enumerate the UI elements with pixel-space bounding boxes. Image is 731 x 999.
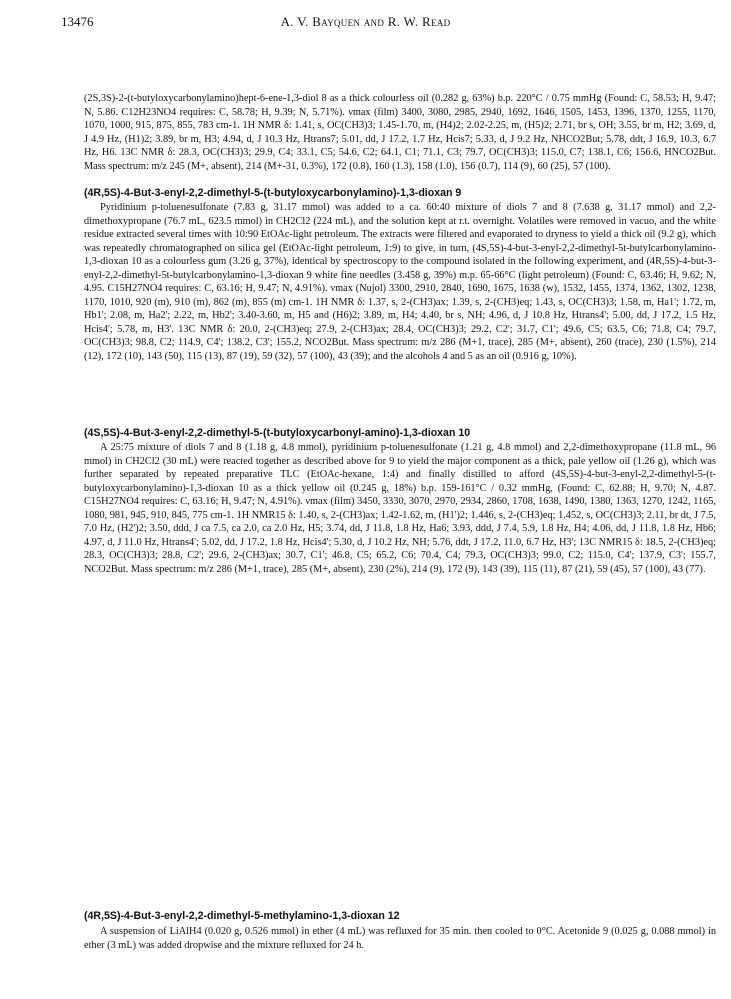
paragraph-dioxan-10-procedure: A 25:75 mixture of diols 7 and 8 (1.18 g, 4.8 mmol), pyridinium p-toluenesulfonate (1.21 g, 4.8 mmol) and 2,2-dimethoxypropane (11.8 mL, 96 mmol) in CH2Cl2 (30 mL) were reacted together as described above for 9 to yield the major component as a thick, pale yellow oil (1.26 g), which was further separated by repeated preparative TLC (EtOAc-hexane, 1:4) and finally distilled to afford (4S,5S)-4-but-3-enyl-2,2-dimethyl-5-(t-butyloxycarbonylamino)-1,3-dioxan 10 as a thick yellow oil (0.245 g, 18%) b.p. 159-161°C / 0.32 mmHg, (Found: C, 62.88; H, 9.70; N, 4.87. C15H27NO4 requires: C, 63.16; H, 9.47; N, 4.91%). νmax (film) 3450, 3330, 3070, 2970, 2934, 2860, 1708, 1638, 1490, 1380, 1363, 1270, 1242, 1165, 1080, 981, 945, 910, 845, 775 cm-1. 1H NMR15 δ: 1.40, s, 2-(CH3)ax; 1.42-1.62, m, (H1')2; 1.446, s, 2-(CH3)eq; 1.452, s, OC(CH3)3; 2.11, br dt, J 7.5, 7.0 Hz, (H2')2; 3.50, ddd, J ca 7.5, ca 2.0, ca 2.0 Hz, H5; 3.74, dd, J 11.8, 1.8 Hz, Ha6; 3.93, ddd, J 7.4, 5.9, 1.8 Hz, H4; 4.06, dd, J 11.8, 1.8 Hz, Hb6; 4.97, d, J 11.0 Hz, Htrans4'; 5.02, dd, J 17.2, 1.8 Hz, Hcis4'; 5.30, d, J 10.2 Hz, NH; 5.76, ddt, J 17.2, 11.0, 6.7 Hz, H3'; 13C NMR15 δ: 18.5, 2-(CH3)eq; 28.3, OC(CH3)3; 28.8, C2'; 29.6, 2-(CH3)ax; 30.7, C1'; 46.8, C5; 65.2, C6; 70.4, C4; 79.3, OC(CH3)3; 99.0, C2; 115.0, C4'; 137.9, C3'; 155.7, NCO2But. Mass spectrum: m/z 286 (M+1, trace), 285 (M+, absent), 230 (2%), 214 (9), 172 (9), 143 (39), 115 (11), 87 (21), 59 (45), 57 (100), 43 (77). [84,442,716,575]
page-number: 13476 [61,14,94,29]
running-head [61,14,670,34]
paragraph-diol-8-characterization: (2S,3S)-2-(t-butyloxycarbonylamino)hept-6-ene-1,3-diol 8 as a thick colourless oil (0.282 g, 63%) b.p. 220°C / 0.75 mmHg (Found: C, 58.53; H, 9.47; N, 5.86. C12H23NO4 requires: C, 58.78; H, 9.39; N, 5.71%). νmax (film) 3400, 3080, 2985, 2940, 1692, 1646, 1505, 1453, 1396, 1370, 1255, 1170, 1070, 1000, 915, 875, 855, 783 cm-1. 1H NMR δ: 1.41, s, OC(CH3)3; 1.45-1.70, m, (H4)2; 2.02-2.25, m, (H5)2; 2.71, br s, OH; 3.55, br m, H2; 3.69, d, J 4.9 Hz, (H1)2; 3.89, br m, H3; 4.94, d, J 10.3 Hz, Htrans7; 5.01, dd, J 17.2, 1.7 Hz, Hcis7; 5.33, d, J 9.2 Hz, NHCO2But; 5.78, ddt, J 16.9, 10.3, 6.7 Hz, H6. 13C NMR δ: 28.3, OC(CH3)3; 29.9, C4; 33.1, C5; 54.6, C2; 64.1, C1; 71.1, C3; 79.7, OC(CH3)3; 115.0, C7; 138.1, C6; 156.6, HNCO2But. Mass spectrum: m/z 245 (M+, absent), 214 (M+-31, 0.3%), 172 (0.8), 160 (1.3), 158 (1.0), 156 (0.7), 114 (9), 60 (25), 57 (100). [84,93,716,172]
section-heading-dioxan-9: (4R,5S)-4-But-3-enyl-2,2-dimethyl-5-(t-butyloxycarbonylamino)-1,3-dioxan 9 [84,187,462,199]
section-heading-dioxan-10: (4S,5S)-4-But-3-enyl-2,2-dimethyl-5-(t-butyloxycarbonyl-amino)-1,3-dioxan 10 [84,427,471,439]
running-title-authors: A. V. Bayquen and R. W. Read [280,14,451,29]
section-heading-dioxan-12: (4R,5S)-4-But-3-enyl-2,2-dimethyl-5-methylamino-1,3-dioxan 12 [84,910,400,922]
paragraph-dioxan-12-procedure: A suspension of LiAlH4 (0.020 g, 0.526 mmol) in ether (4 mL) was refluxed for 35 min. then cooled to 0°C. Acetonide 9 (0.025 g, 0.088 mmol) in ether (3 mL) was added dropwise and the mixture refluxed for 24 h. [84,926,716,951]
paragraph-dioxan-9-procedure: Pyridinium p-toluenesulfonate (7.83 g, 31.17 mmol) was added to a ca. 60:40 mixture of diols 7 and 8 (7.638 g, 31.17 mmol) and 2,2-dimethoxypropane (76.7 mL, 623.5 mmol) in CH2Cl2 (224 mL), and the solution kept at r.t. overnight. Volatiles were removed in vacuo, and the white residue extracted several times with 10:90 EtOAc-light petroleum. The extracts were filtered and evaporated to dryness to yield a thick oil (9.2 g), which was repeatedly chromatographed on silica gel (EtOAc-light petroleum, 1:9) to give, in turn, (4S,5S)-4-but-3-enyl-2,2-dimethyl-5t-butylcarbonylamino-1,3-dioxan 10 as a colourless gum (3.26 g, 37%), identical by spectroscopy to the compound isolated in the following experiment, and (4R,5S)-4-but-3-enyl-2,2-dimethyl-5t-butylcarbonylamino-1,3-dioxan 9 white fine needles (3.458 g, 39%) m.p. 65-66°C (light petroleum) (Found: C, 63.46; H, 9.62; N, 4.95. C15H27NO4 requires: C, 63.16; H, 9.47; N, 4.91%). νmax (Nujol) 3300, 2910, 2840, 1690, 1675, 1638 (w), 1532, 1455, 1374, 1362, 1302, 1238, 1170, 1010, 920 (m), 910 (m), 862 (m), 855 (m) cm-1. 1H NMR δ: 1.37, s, 2-(CH3)ax; 1.39, s, 2-(CH3)eq; 1.43, s, OC(CH3)3; 1.58, m, Ha1'; 1.72, m, Hb1'; 2.08, m, Ha2'; 2.22, m, Hb2'; 3.40-3.60, m, H5 and (H6)2; 3.89, m, H4; 4.40, br s, NH; 4.96, d, J 10.8 Hz, Htrans4'; 5.00, dd, J 17.2, 1.5 Hz, Hcis4'; 5.78, m, H3'. 13C NMR δ: 20.0, 2-(CH3)eq; 27.9, 2-(CH3)ax; 28.4, OC(CH3)3; 29.2, C2'; 31.7, C1'; 49.6, C5; 63.5, C6; 71.8, C4; 79.7, OC(CH3)3; 98.8, C2; 114.9, C4'; 138.2, C3'; 155.2, NCO2But. Mass spectrum: m/z 286 (M+1, trace), 285 (M+, absent), 260 (trace), 230 (1.5%), 214 (12), 172 (10), 143 (50), 115 (13), 87 (19), 59 (32), 57 (100), 43 (39); and the alcohols 4 and 5 as an oil (0.916 g, 10%). [84,202,716,362]
